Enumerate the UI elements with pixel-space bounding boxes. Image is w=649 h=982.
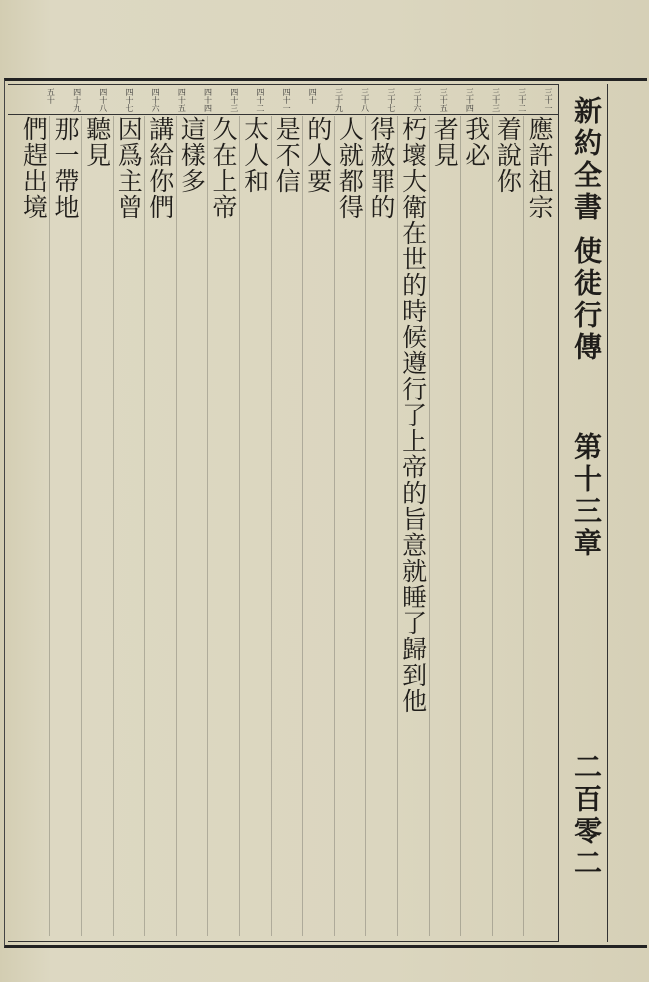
column-gutter <box>239 116 240 936</box>
column-gutter <box>302 116 303 936</box>
column-text: 我必 <box>461 116 491 168</box>
text-column <box>176 116 206 936</box>
text-column <box>240 116 270 936</box>
verse-number: 三十二 <box>517 88 527 112</box>
verse-number: 四十六 <box>151 88 161 112</box>
verse-number: 四十七 <box>124 88 134 112</box>
column-gutter <box>176 116 177 936</box>
column-gutter <box>271 116 272 936</box>
book-section: 使徒行傳 <box>570 236 603 364</box>
column-text: 那一帶地 <box>51 116 80 220</box>
column-text: 太人和 <box>240 116 270 194</box>
column-text: 這樣多 <box>177 116 207 194</box>
text-column <box>398 116 428 936</box>
page-number: 二百零二 <box>570 752 603 880</box>
column-gutter <box>460 116 461 936</box>
column-text: 久在上帝 <box>209 116 238 220</box>
column-text: 的人要 <box>303 116 333 194</box>
column-gutter <box>207 116 208 936</box>
text-column <box>271 116 301 936</box>
column-text: 們趕出境 <box>19 116 49 220</box>
text-column <box>492 116 522 936</box>
column-gutter <box>429 116 430 936</box>
column-text: 朽壞大衛在世的時候遵行了上帝的旨意就睡了歸到他 <box>398 116 428 714</box>
column-gutter <box>523 116 524 936</box>
verse-number: 三十六 <box>413 88 423 112</box>
text-column <box>461 116 491 936</box>
verse-number: 三十九 <box>334 88 344 112</box>
column-text: 應許祖宗 <box>525 116 554 220</box>
column-gutter <box>365 116 366 936</box>
column-text: 是不信 <box>272 116 302 194</box>
text-column <box>82 116 112 936</box>
book-title: 新約全書 <box>570 96 603 224</box>
text-column <box>366 116 396 936</box>
column-text: 着說你 <box>493 116 523 194</box>
verse-number: 四十四 <box>203 88 213 112</box>
verse-number: 四十三 <box>229 88 239 112</box>
verse-number: 三十四 <box>465 88 475 112</box>
text-column <box>50 116 80 936</box>
column-text: 人就都得 <box>335 116 365 220</box>
verse-number-strip <box>8 84 558 115</box>
column-gutter <box>397 116 398 936</box>
text-column <box>429 116 459 936</box>
verse-number: 三十三 <box>491 88 501 112</box>
text-column <box>334 116 364 936</box>
verse-number: 四十九 <box>72 88 82 112</box>
verse-number: 三十七 <box>386 88 396 112</box>
column-text: 者見 <box>430 116 460 168</box>
text-column <box>18 116 48 936</box>
text-column <box>303 116 333 936</box>
column-text: 得赦罪的 <box>367 116 396 220</box>
column-gutter <box>492 116 493 936</box>
verse-number: 三十八 <box>360 88 370 112</box>
text-column <box>524 116 554 936</box>
verse-number: 四十八 <box>98 88 108 112</box>
verse-number: 五十 <box>46 88 56 104</box>
column-gutter <box>113 116 114 936</box>
verse-number: 三十一 <box>544 88 553 112</box>
column-gutter <box>144 116 145 936</box>
column-text: 聽見 <box>82 116 112 168</box>
text-column <box>145 116 175 936</box>
verse-number: 四十一 <box>282 88 292 112</box>
verse-number: 四十二 <box>255 88 265 112</box>
text-column <box>113 116 143 936</box>
text-column <box>208 116 238 936</box>
verse-number: 三十五 <box>439 88 449 112</box>
column-text: 講給你們 <box>145 116 175 220</box>
column-gutter <box>49 116 50 936</box>
verse-number: 四十 <box>308 88 318 104</box>
chapter-label: 第十三章 <box>570 432 603 560</box>
column-gutter <box>334 116 335 936</box>
verse-number: 四十五 <box>177 88 187 112</box>
column-gutter <box>81 116 82 936</box>
column-text: 因爲主曾 <box>114 116 144 220</box>
